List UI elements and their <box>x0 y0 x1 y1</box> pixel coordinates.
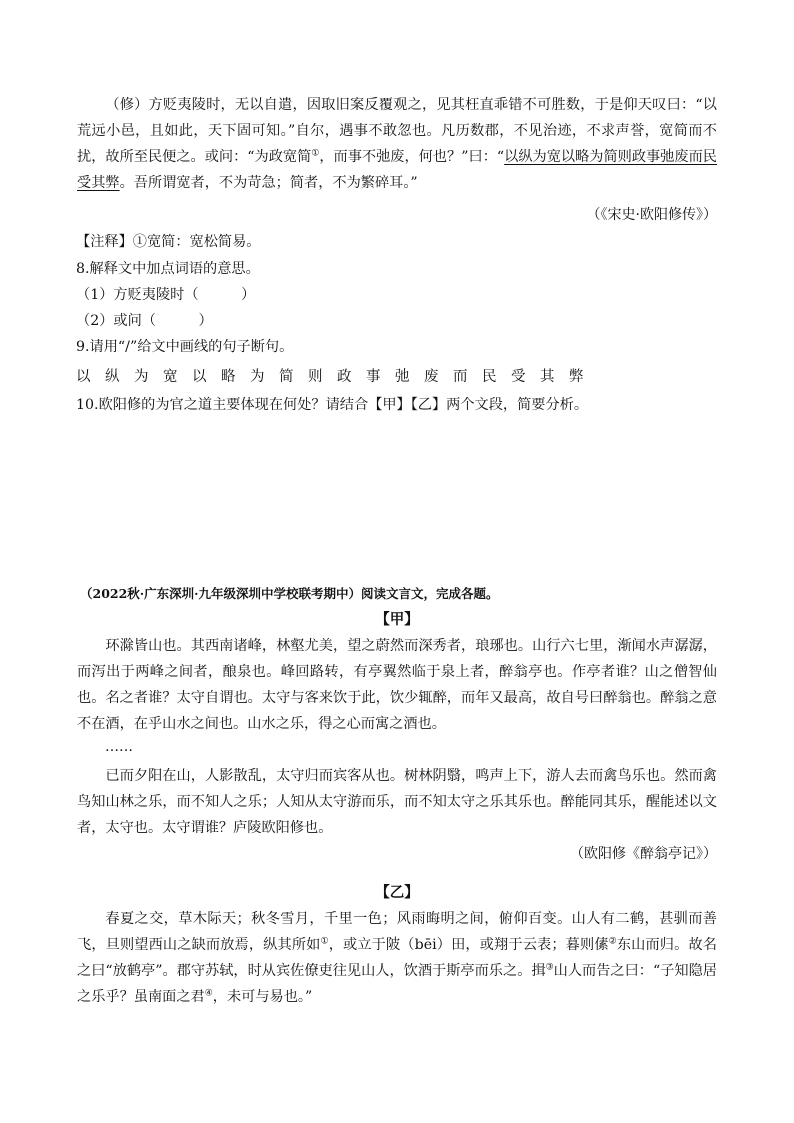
footnote-marker: ③ <box>545 962 554 973</box>
annotation-block <box>76 229 716 255</box>
jia-title-block <box>77 607 717 633</box>
footnote-marker: ④ <box>204 988 213 999</box>
annotation-text: 【注释】①宽简：宽松简易。 <box>76 234 261 250</box>
passage-text: 山人而告之曰：“子知隐居之乐乎？虽南面之君 <box>77 963 717 1005</box>
source-line <box>77 202 717 228</box>
passage-text: （修）方贬夷陵时，无以自遣，因取旧案反覆观之，见其枉直乖错不可胜数，于是仰天叹曰：“以荒远小邑，且如此，天下固可知。”自尔，遇事不敢忽也。凡历数郡，不见治迹，不求声誉，宽简而不扰，故所至民便之。或问：“为政宽简 <box>77 97 717 165</box>
source-citation: （《宋史·欧阳修传》） <box>586 207 717 223</box>
yi-title-block <box>77 880 717 906</box>
passage-text: 春夏之交，草木际天；秋冬雪月，千里一色；风雨晦明之间，俯仰百变。山人有二鹤，甚驯而善飞，旦则望西山之缺而放焉，纵其所如 <box>77 911 717 953</box>
jia-passage <box>77 633 717 867</box>
footnote-marker: ① <box>311 148 320 159</box>
footnote-marker: ① <box>320 936 329 947</box>
passage-text: ，未可与易也。” <box>212 989 313 1005</box>
section-source-header: （2022秋·广东深圳·九年级深圳中学校联考期中）阅读文言文，完成各题。 <box>80 586 499 601</box>
jia-paragraph-2: 已而夕阳在山，人影散乱，太守归而宾客从也。树林阴翳，鸣声上下，游人去而禽鸟乐也。然而禽鸟知山林之乐，而不知人之乐；人知从太守游而乐，而不知太守之乐其乐也。醉能同其乐，醒能述以文者，太守也。太守谓谁？庐陵欧阳修也。 <box>77 768 717 836</box>
ellipsis: …… <box>105 739 133 755</box>
passage-song-history <box>77 92 717 196</box>
question-8-1: （1）方贬夷陵时（ ） <box>76 287 256 303</box>
passage-text: ，或立于陂（bēi）田，或翔于云表；暮则傃 <box>328 937 609 953</box>
passage-text: ，而事不弛废，何也？”曰：“ <box>319 149 505 165</box>
question-9: 9.请用“/”给文中画线的句子断句。 <box>76 339 294 355</box>
section-header <box>80 583 720 605</box>
question-8-2: （2）或问（ ） <box>76 313 213 329</box>
yi-paragraph <box>77 906 717 1010</box>
question-9-sentence: 以纵为宽以略为简则政事弛废而民受其弊 <box>76 369 598 385</box>
underlined-sentence: 以纵为宽以略为简则政事弛废而民受其弊 <box>77 149 717 191</box>
passage-text: 。吾所谓宽者，不为苛急；简者，不为繁碎耳。” <box>119 175 418 191</box>
passage-paragraph <box>77 92 717 196</box>
jia-title: 【甲】 <box>375 611 419 628</box>
passage-text: 东山而归。故名之曰“放鹤亭”。郡守苏轼，时从宾佐僚吏往见山人，饮酒于斯亭而乐之。揖 <box>77 937 717 979</box>
questions-block <box>76 256 716 418</box>
yi-title: 【乙】 <box>375 884 419 901</box>
question-10: 10.欧阳修的为官之道主要体现在何处？请结合【甲】【乙】两个文段，简要分析。 <box>76 397 589 413</box>
yi-passage <box>77 906 717 1010</box>
jia-paragraph-1: 环滁皆山也。其西南诸峰，林壑尤美，望之蔚然而深秀者，琅琊也。山行六七里，渐闻水声潺潺，而泻出于两峰之间者，酿泉也。峰回路转，有亭翼然临于泉上者，醉翁亭也。作亭者谁？山之僧智仙也。名之者谁？太守自谓也。太守与客来饮于此，饮少辄醉，而年又最高，故自号曰醉翁也。醉翁之意不在酒，在乎山水之间也。山水之乐，得之心而寓之酒也。 <box>77 638 717 732</box>
question-8: 8.解释文中加点词语的意思。 <box>76 261 260 277</box>
jia-source: （欧阳修《醉翁亭记》） <box>570 846 717 862</box>
footnote-marker: ② <box>608 936 617 947</box>
